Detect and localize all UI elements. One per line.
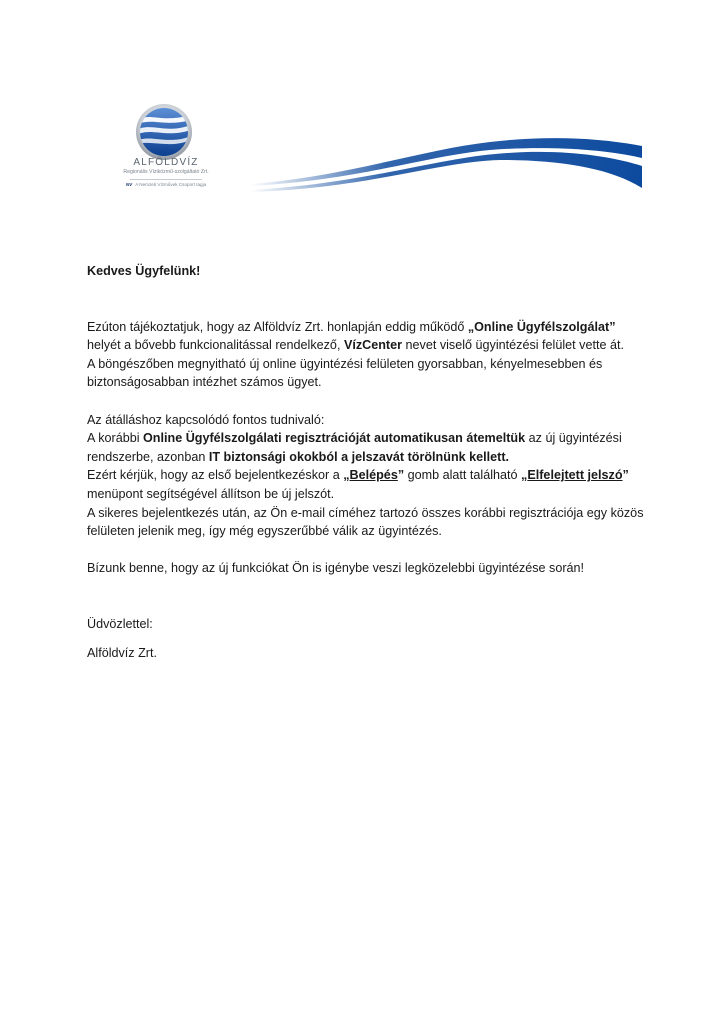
info-intro: Az átálláshoz kapcsolódó fontos tudnivaló: <box>87 412 325 427</box>
alfoldviz-logo-emblem-icon <box>133 103 195 161</box>
link-belepes[interactable]: Belépés <box>349 468 398 483</box>
letterhead <box>0 0 724 210</box>
text-run: menüpont segítségével állítson be új jelszót. <box>87 486 335 501</box>
text-run: helyét a bővebb funkcionalitással rendelkező, <box>87 338 344 353</box>
text-run: az új ügyintézési rendszerbe, azonban <box>87 431 622 464</box>
letter-body <box>87 262 647 662</box>
bold-online-ugyfelszolgalat: Online Ügyfélszolgálat <box>474 319 610 334</box>
bold-vizcenter: VízCenter <box>343 338 403 353</box>
quote-mark: „ <box>467 319 475 334</box>
closing-salutation: Üdvözlettel: <box>87 616 153 631</box>
text-run: Ezért kérjük, hogy az első bejelentkezéskor a <box>87 468 344 483</box>
text-run: A böngészőben megnyitható új online ügyintézési felületen gyorsabban, kényelmesebben és biztonságosabban intézhet számos ügyet. <box>87 356 603 390</box>
logo-company-name: ALFÖLDVÍZ <box>133 157 199 168</box>
link-elfelejtett-jelszo[interactable]: Elfelejtett jelszó <box>527 468 623 483</box>
logo-divider <box>130 179 202 180</box>
quote-mark: „ <box>521 468 528 483</box>
paragraph-intro <box>87 318 647 392</box>
bold-password-deleted: IT biztonsági okokból a jelszavát törölnünk kellett. <box>208 449 510 464</box>
decorative-swoosh <box>240 120 650 200</box>
text-run: A sikeres bejelentkezés után, az Ön e-mail címéhez tartozó összes korábbi regisztrációja egy közös felületen jelenik meg, így még egyszerűbbé válik az ügyintézés. <box>87 505 644 539</box>
text-run: A korábbi <box>87 431 144 446</box>
text-run: Ezúton tájékoztatjuk, hogy az Alföldvíz Zrt. honlapján eddig működő <box>87 319 468 334</box>
paragraph-important-info <box>87 411 647 541</box>
nemzeti-vizmuvek-mark-icon: NV <box>125 182 133 187</box>
paragraph-closing-wish: Bízunk benne, hogy az új funkciókat Ön is igénybe veszi legközelebbi ügyintézése során! <box>87 561 585 576</box>
bold-registration-migrated: Online Ügyfélszolgálati regisztrációját automatikusan átemeltük <box>143 431 526 446</box>
logo-group-line <box>104 182 228 187</box>
logo-group-text: A Nemzeti Vízművek Csoport tagja <box>135 182 207 187</box>
signature: Alföldvíz Zrt. <box>87 645 157 660</box>
logo-subtitle: Regionális Víziközmű-szolgáltató Zrt. <box>123 169 209 175</box>
greeting: Kedves Ügyfelünk! <box>87 264 201 278</box>
quote-mark: ” <box>397 468 405 483</box>
quote-mark: ” <box>622 468 629 483</box>
quote-mark: „ <box>343 468 350 483</box>
quote-mark: ” <box>609 319 616 334</box>
text-run: gomb alatt található <box>404 468 522 483</box>
text-run: nevet viselő ügyintézési felület vette át. <box>402 338 624 353</box>
